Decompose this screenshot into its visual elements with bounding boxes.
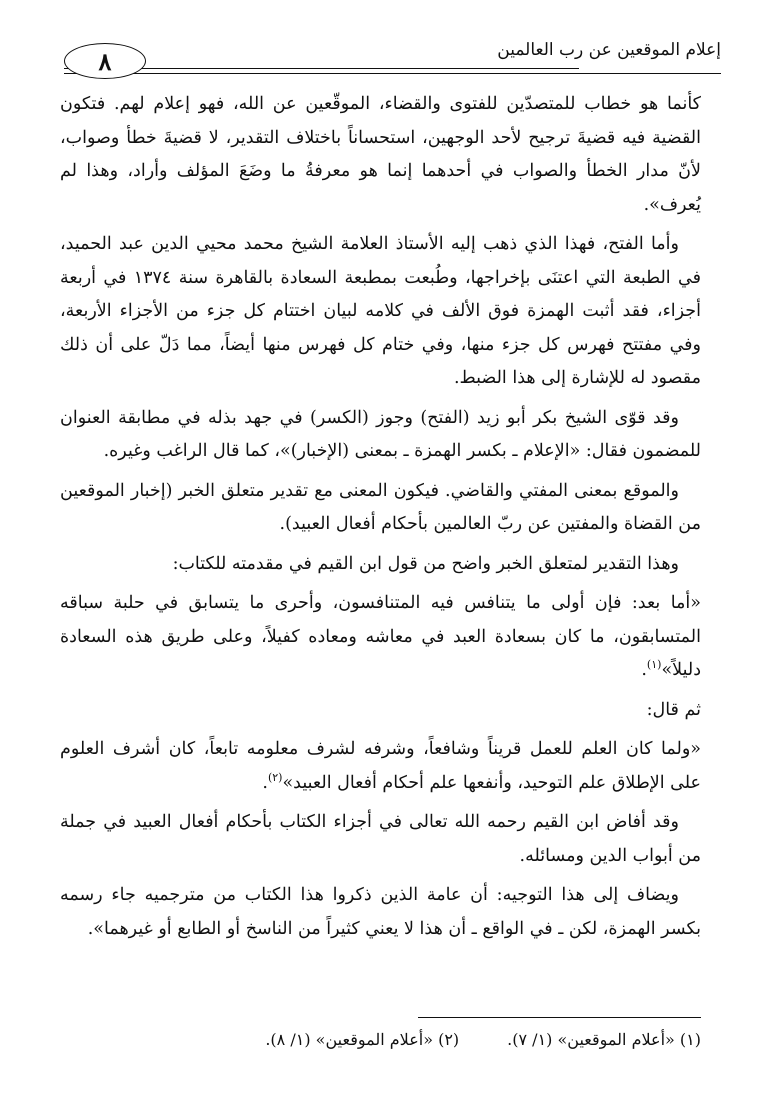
paragraph: وقد أفاض ابن القيم رحمه الله تعالى في أجزاء الكتاب بأحكام أفعال العبيد في جملة من أبواب الدين ومسائله. [60, 812, 701, 866]
header-rule-lower [64, 73, 721, 74]
paragraph: وأما الفتح، فهذا الذي ذهب إليه الأستاذ العلامة الشيخ محمد محيي الدين عبد الحميد، في الطبعة التي اعتنَى بإخراجها، وطُبعت بمطبعة السعادة بالقاهرة سنة ١٣٧٤ في أربعة أجزاء، فقد أثبت الهمزة فوق الألف في كلامه لبيان اختتام كل جزء من الأجزاء الأربعة، وفي مفتتح فهرس كل جزء منها، وفي ختام كل فهرس منها أيضاً، مما دَلّ على أن ذلك مقصود له للإشارة إلى هذا الضبط. [60, 234, 701, 388]
running-header-title: إعلام الموقعين عن رب العالمين [497, 40, 721, 60]
footnote-rule [418, 1017, 701, 1018]
page-number [64, 43, 146, 79]
footnote: (١) «أعلام الموقعين» (١/ ٧). [507, 1030, 701, 1049]
quotation-text: «ولما كان العلم للعمل قريناً وشافعاً، وشرفه لشرف معلومه تابعاً، كان أشرف العلوم على الإطلاق علم التوحيد، وأنفعها علم أحكام أفعال العبيد» [60, 739, 701, 793]
page-number-text: ٨ [98, 46, 112, 76]
quotation-paragraph: «أما بعد: فإن أولى ما يتنافس فيه المتنافسون، وأحرى ما يتسابق في حلبة سباقه المتسابقون، ما كان بسعادة العبد في معاشه ومعاده كفيلاً، وعلى طريق هذه السعادة دليلاً»$^{(١)}$. [60, 593, 701, 680]
footnotes [60, 1030, 701, 1049]
quotation-text: «أما بعد: فإن أولى ما يتنافس فيه المتنافسون، وأحرى ما يتسابق في حلبة سباقه المتسابقون، ما كان بسعادة العبد في معاشه ومعاده كفيلاً، وعلى طريق هذه السعادة دليلاً» [60, 593, 701, 680]
paragraph: ويضاف إلى هذا التوجيه: أن عامة الذين ذكروا هذا الكتاب من مترجميه جاء رسمه بكسر الهمزة، لكن ـ في الواقع ـ أن هذا لا يعني كثيراً من الناسخ أو الطابع أو غيرهما». [60, 885, 701, 939]
paragraph: وهذا التقدير لمتعلق الخبر واضح من قول ابن القيم في مقدمته للكتاب: [172, 553, 679, 574]
paragraph: والموقع بمعنى المفتي والقاضي. فيكون المعنى مع تقدير متعلق الخبر (إخبار الموقعين من القضاة والمفتين عن ربّ العالمين بأحكام أفعال العبيد). [60, 480, 701, 534]
quotation-paragraph: «ولما كان العلم للعمل قريناً وشافعاً، وشرفه لشرف معلومه تابعاً، كان أشرف العلوم على الإطلاق علم التوحيد، وأنفعها علم أحكام أفعال العبيد»$^{(٢)}$. [60, 739, 701, 793]
paragraph: كأنما هو خطاب للمتصدّين للفتوى والقضاء، الموقّعين عن الله، فهو إعلام لهم. فتكون القضية فيه قضيةَ ترجيح لأحد الوجهين، استحساناً باختلاف التقدير، لا قضيةَ خطأ وصواب، لأنّ مدار الخطأ والصواب في أحدهما إنما هو معرفةُ ما وضَعَ المؤلف وأراد، وهذا لم يُعرف». [60, 94, 701, 215]
paragraph: ثم قال: [646, 699, 701, 720]
footnote-marker: (١) [646, 658, 662, 672]
footnote: (٢) «أعلام الموقعين» (١/ ٨). [265, 1030, 460, 1049]
body-text [60, 88, 701, 952]
paragraph: وقد قوّى الشيخ بكر أبو زيد (الفتح) وجوز (الكسر) في جهد بذله في مطابقة العنوان للمضمون فقال: «الإعلام ـ بكسر الهمزة ـ بمعنى (الإخبار)»، كما قال الراغب وغيره. [60, 407, 701, 461]
footnote-marker: (٢) [267, 770, 283, 784]
